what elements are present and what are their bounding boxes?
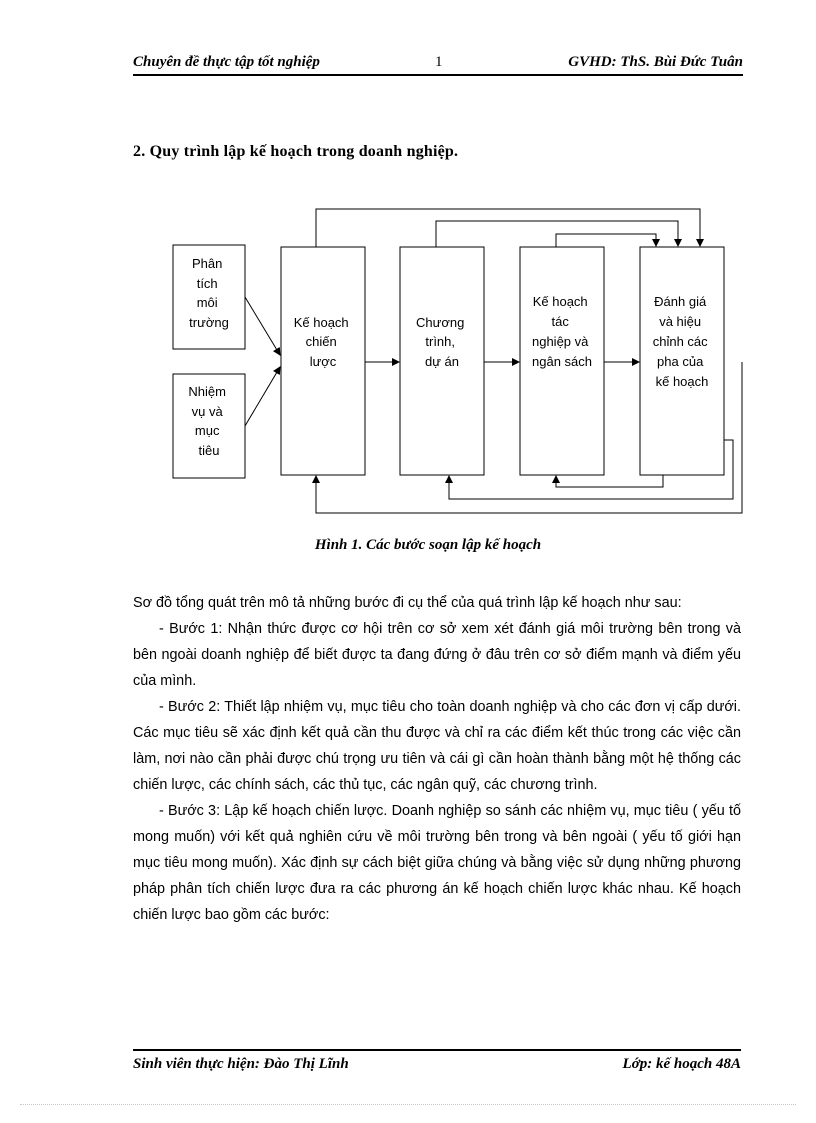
- arrow-strategy-top-to-evaluation: [316, 209, 700, 247]
- mission-line-2: vụ và: [191, 404, 223, 419]
- intro-paragraph: Sơ đồ tổng quát trên mô tả những bước đi cụ thể của quá trình lập kế hoạch như sau:: [133, 595, 682, 611]
- operation-line-4: ngân sách: [532, 354, 592, 369]
- footer-class: Lớp: kế hoạch 48A: [622, 1056, 741, 1072]
- page-bottom-divider: [20, 1104, 796, 1105]
- operation-line-1: Kế hoạch: [532, 294, 588, 309]
- footer-student: Sinh viên thực hiện: Đào Thị Lĩnh: [133, 1056, 349, 1072]
- evaluate-line-1: Đánh giá: [654, 294, 707, 309]
- section-title: 2. Quy trình lập kế hoạch trong doanh nghiệp.: [133, 143, 459, 160]
- step-2-paragraph: - Bước 2: Thiết lập nhiệm vụ, mục tiêu cho toàn doanh nghiệp và cho các đơn vị cấp dưới. Các mục tiêu sẽ xác định kết quả cần thu được và chỉ ra các điểm kết thúc trong các việc cần làm, nơi nào cần phải được chú trọng ưu tiên và cái gì cần hoàn thành bằng một hệ thống các chiến lược, các chính sách, các thủ tục, các ngân quỹ, các chương trình.: [133, 699, 741, 793]
- env-line-2: tích: [196, 276, 218, 291]
- figure-caption: Hình 1. Các bước soạn lập kế hoạch: [314, 537, 542, 553]
- env-line-4: trường: [189, 315, 229, 330]
- program-line-2: trình,: [425, 334, 455, 349]
- header-page-number: 1: [435, 54, 443, 70]
- evaluate-line-2: và hiệu: [659, 314, 702, 329]
- header-advisor: GVHD: ThS. Bùi Đức Tuân: [568, 54, 743, 70]
- mission-line-3: mục: [194, 423, 220, 438]
- box-evaluate-text: [653, 294, 712, 389]
- env-line-3: môi: [196, 295, 218, 310]
- body-text: [133, 590, 741, 928]
- env-line-1: Phân: [192, 256, 223, 271]
- planning-process-diagram: [0, 0, 816, 540]
- evaluate-line-5: kế hoạch: [655, 374, 709, 389]
- evaluate-line-3: chỉnh các: [652, 334, 708, 349]
- arrow-mission-to-strategy: [245, 367, 280, 426]
- operation-line-3: nghiệp và: [531, 334, 589, 349]
- mission-line-4: tiêu: [198, 443, 220, 458]
- program-line-1: Chương: [416, 315, 465, 330]
- program-line-3: dự án: [424, 354, 460, 369]
- arrow-operation-top-to-evaluation: [556, 234, 656, 247]
- step-1-paragraph: - Bước 1: Nhận thức được cơ hội trên cơ sở xem xét đánh giá môi trường bên trong và bên ngoài doanh nghiệp để biết được ta đang đứng ở đâu trên cơ sở điểm mạnh và điểm yếu của mình.: [133, 621, 741, 689]
- strategy-line-3: lược: [309, 354, 337, 369]
- strategy-line-1: Kế hoạch: [293, 315, 349, 330]
- strategy-line-2: chiến: [305, 334, 337, 349]
- step-3-paragraph: - Bước 3: Lập kế hoạch chiến lược. Doanh nghiệp so sánh các nhiệm vụ, mục tiêu ( yếu tố mong muốn) với kết quả nghiên cứu về môi trường bên trong và bên ngoài ( yếu tố giới hạn mục tiêu mong muốn). Xác định sự cách biệt giữa chúng và bằng việc sử dụng những phương pháp phân tích chiến lược đưa ra các phương án kế hoạch chiến lược khác nhau. Kế hoạch chiến lược bao gồm các bước:: [133, 803, 741, 923]
- header-document-title: Chuyên đề thực tập tốt nghiệp: [133, 54, 320, 70]
- feedback-evaluation-to-operation: [556, 475, 663, 487]
- evaluate-line-4: pha của: [657, 354, 704, 369]
- page-footer: [133, 1049, 741, 1073]
- operation-line-2: tác: [551, 314, 569, 329]
- mission-line-1: Nhiệm: [188, 384, 226, 399]
- arrow-env-to-strategy: [245, 297, 280, 355]
